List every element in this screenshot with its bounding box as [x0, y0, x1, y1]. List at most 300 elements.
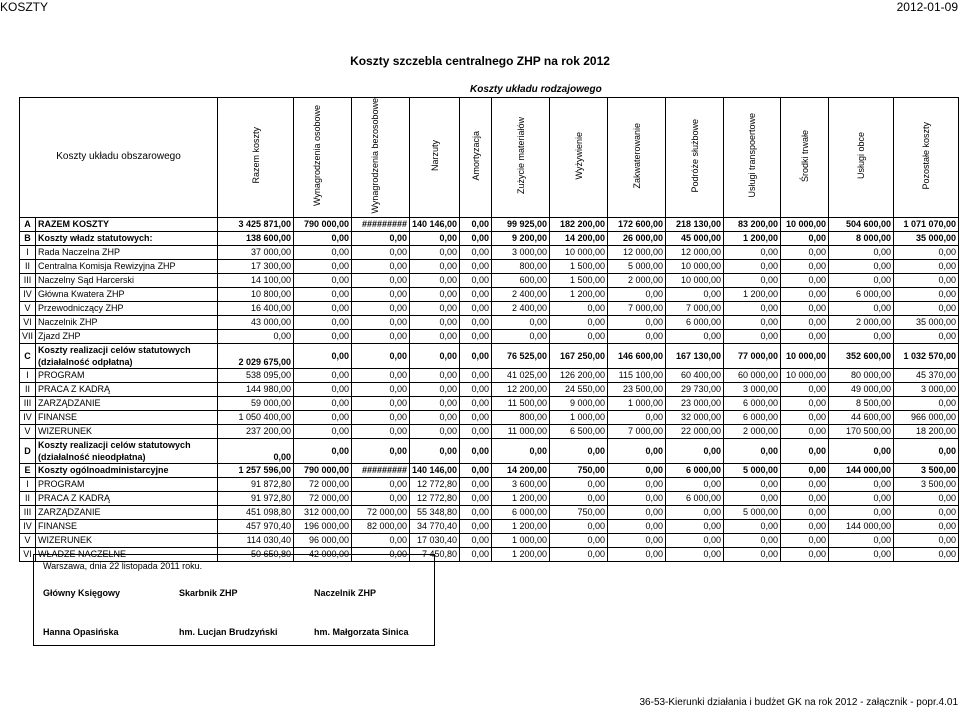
- cell-value: 352 600,00: [829, 343, 894, 368]
- row-code: III: [20, 273, 36, 287]
- row-label: PRACA Z KADRĄ: [36, 491, 218, 505]
- row-code: I: [20, 245, 36, 259]
- cell-value: 7 000,00: [666, 301, 724, 315]
- cell-value: 10 000,00: [781, 343, 829, 368]
- row-code: C: [20, 343, 36, 368]
- cell-value: 0,00: [608, 505, 666, 519]
- cell-value: 0,00: [492, 315, 550, 329]
- cell-value: 11 500,00: [492, 396, 550, 410]
- cell-value: 0,00: [894, 547, 959, 561]
- cell-value: 750,00: [550, 505, 608, 519]
- cell-value: 0,00: [724, 259, 781, 273]
- cell-value: 170 500,00: [829, 424, 894, 438]
- cell-value: 0,00: [724, 245, 781, 259]
- row-code: I: [20, 368, 36, 382]
- cell-value: 3 000,00: [724, 382, 781, 396]
- row-label: FINANSE: [36, 410, 218, 424]
- row-label: Przewodniczący ZHP: [36, 301, 218, 315]
- row-code: II: [20, 491, 36, 505]
- row-code: B: [20, 231, 36, 245]
- role-chief-scout: Naczelnik ZHP: [314, 588, 377, 598]
- cell-value: 43 000,00: [218, 315, 294, 329]
- cell-value: 0,00: [894, 396, 959, 410]
- area-costs-header: Koszty układu obszarowego: [20, 98, 218, 218]
- cell-value: 0,00: [352, 477, 410, 491]
- cell-value: 14 200,00: [492, 463, 550, 477]
- cell-value: 0,00: [294, 438, 352, 463]
- cell-value: 22 000,00: [666, 424, 724, 438]
- cell-value: 0,00: [352, 231, 410, 245]
- col-header: Podróże służbowe: [666, 98, 724, 218]
- cell-value: 0,00: [666, 533, 724, 547]
- row-label: [36, 343, 218, 368]
- table-row: [20, 410, 959, 424]
- cell-value: 0,00: [410, 231, 460, 245]
- cell-value: 0,00: [550, 519, 608, 533]
- cell-value: 0,00: [781, 519, 829, 533]
- cell-value: 0,00: [460, 217, 492, 231]
- cell-value: 0,00: [460, 231, 492, 245]
- cell-value: 0,00: [460, 329, 492, 343]
- row-code: II: [20, 259, 36, 273]
- table-row: [20, 477, 959, 491]
- cell-value: 1 000,00: [492, 533, 550, 547]
- cell-value: 0,00: [550, 491, 608, 505]
- cell-value: 140 146,00: [410, 217, 460, 231]
- col-header: Zakwaterowanie: [608, 98, 666, 218]
- sheet-name: KOSZTY: [0, 0, 49, 14]
- row-label: ZARZĄDZANIE: [36, 396, 218, 410]
- cell-value: 14 100,00: [218, 273, 294, 287]
- cell-value: 0,00: [829, 505, 894, 519]
- cell-value: 0,00: [608, 438, 666, 463]
- row-code: VI: [20, 547, 36, 561]
- cost-table: [19, 97, 959, 562]
- col-header: Pozostałe koszty: [894, 98, 959, 218]
- cell-value: 83 200,00: [724, 217, 781, 231]
- cell-value: 0,00: [829, 301, 894, 315]
- place-date: Warszawa, dnia 22 listopada 2011 roku.: [43, 561, 203, 571]
- row-label: Główna Kwatera ZHP: [36, 287, 218, 301]
- table-row: [20, 505, 959, 519]
- cell-value: 0,00: [410, 301, 460, 315]
- cell-value: 0,00: [781, 533, 829, 547]
- cell-value: 0,00: [724, 438, 781, 463]
- cell-value: 0,00: [460, 505, 492, 519]
- cell-value: 0,00: [550, 477, 608, 491]
- cell-value: 1 257 596,00: [218, 463, 294, 477]
- cell-value: 0,00: [460, 287, 492, 301]
- cell-value: 1 200,00: [492, 547, 550, 561]
- row-code: V: [20, 301, 36, 315]
- table-row: [20, 259, 959, 273]
- cell-value: 966 000,00: [894, 410, 959, 424]
- cell-value: 2 400,00: [492, 287, 550, 301]
- table-row: [20, 533, 959, 547]
- cell-value: 144 980,00: [218, 382, 294, 396]
- table-row: [20, 217, 959, 231]
- table-row: [20, 396, 959, 410]
- col-header: Usługi obce: [829, 98, 894, 218]
- cell-value: 0,00: [460, 533, 492, 547]
- cell-value: 3 600,00: [492, 477, 550, 491]
- cell-value: 0,00: [724, 477, 781, 491]
- cell-value: 0,00: [352, 273, 410, 287]
- cell-value: 0,00: [781, 301, 829, 315]
- cell-value: 0,00: [829, 547, 894, 561]
- row-label: ZARZĄDZANIE: [36, 505, 218, 519]
- cell-value: 0,00: [781, 547, 829, 561]
- cell-value: 72 000,00: [294, 477, 352, 491]
- name-chief-accountant: Hanna Opasińska: [43, 627, 119, 637]
- cell-value: 12 000,00: [608, 245, 666, 259]
- name-chief-scout: hm. Małgorzata Sinica: [314, 627, 409, 637]
- cell-value: 0,00: [781, 315, 829, 329]
- cell-value: 82 000,00: [352, 519, 410, 533]
- cell-value: 0,00: [352, 410, 410, 424]
- cell-value: 0,00: [460, 491, 492, 505]
- row-code: III: [20, 505, 36, 519]
- cell-value: 0,00: [608, 463, 666, 477]
- cell-value: 0,00: [460, 410, 492, 424]
- cell-value: 167 130,00: [666, 343, 724, 368]
- cell-value: 37 000,00: [218, 245, 294, 259]
- cell-value: 0,00: [550, 533, 608, 547]
- row-code: A: [20, 217, 36, 231]
- cell-value: 7 450,80: [410, 547, 460, 561]
- row-label: Zjazd ZHP: [36, 329, 218, 343]
- table-row: [20, 231, 959, 245]
- cell-value: 0,00: [894, 273, 959, 287]
- cell-value: 1 200,00: [724, 287, 781, 301]
- cell-value: 0,00: [410, 410, 460, 424]
- cell-value: 0,00: [460, 301, 492, 315]
- cell-value: 1 500,00: [550, 259, 608, 273]
- cell-value: 0,00: [294, 301, 352, 315]
- cell-value: 0,00: [666, 505, 724, 519]
- row-code: IV: [20, 287, 36, 301]
- cell-value: 0,00: [608, 533, 666, 547]
- cell-value: 0,00: [410, 315, 460, 329]
- cell-value: 0,00: [608, 519, 666, 533]
- cell-value: 99 925,00: [492, 217, 550, 231]
- table-row: [20, 343, 959, 368]
- cell-value: 32 000,00: [666, 410, 724, 424]
- cell-value: 196 000,00: [294, 519, 352, 533]
- row-code: VI: [20, 315, 36, 329]
- cell-value: 0,00: [410, 396, 460, 410]
- cell-value: 0,00: [608, 287, 666, 301]
- row-label-line: (działalność nieodpłatna): [38, 451, 146, 462]
- cell-value: 17 030,40: [410, 533, 460, 547]
- cell-value: 0,00: [352, 301, 410, 315]
- col-header: Usługi transpoertowe: [724, 98, 781, 218]
- row-label: WIZERUNEK: [36, 533, 218, 547]
- row-code: II: [20, 382, 36, 396]
- cell-value: 12 200,00: [492, 382, 550, 396]
- cell-value: 0,00: [724, 533, 781, 547]
- cell-value: 11 000,00: [492, 424, 550, 438]
- cell-value: 0,00: [666, 287, 724, 301]
- cell-value: 0,00: [781, 329, 829, 343]
- cell-value: 1 200,00: [550, 287, 608, 301]
- cell-value: 10 000,00: [666, 259, 724, 273]
- cell-value: 504 600,00: [829, 217, 894, 231]
- cell-value: 23 500,00: [608, 382, 666, 396]
- cell-value: 790 000,00: [294, 463, 352, 477]
- cell-value: 0,00: [894, 533, 959, 547]
- col-header: Narzuty: [410, 98, 460, 218]
- cell-value: 91 872,80: [218, 477, 294, 491]
- cell-value: 0,00: [410, 438, 460, 463]
- cell-value: 44 600,00: [829, 410, 894, 424]
- cell-value: 45 370,00: [894, 368, 959, 382]
- cell-value: 6 000,00: [666, 463, 724, 477]
- cell-value: 0,00: [294, 329, 352, 343]
- cell-value: 0,00: [781, 424, 829, 438]
- cell-value: 0,00: [781, 382, 829, 396]
- cell-value: 76 525,00: [492, 343, 550, 368]
- cell-value: 0,00: [352, 491, 410, 505]
- cell-value: 0,00: [492, 329, 550, 343]
- row-label: Centralna Komisja Rewizyjna ZHP: [36, 259, 218, 273]
- cell-value: 0,00: [608, 329, 666, 343]
- row-label: PRACA Z KADRĄ: [36, 382, 218, 396]
- cell-value: 0,00: [724, 315, 781, 329]
- cell-value: 26 000,00: [608, 231, 666, 245]
- page-title: Koszty szczebla centralnego ZHP na rok 2012: [350, 54, 610, 68]
- table-row: [20, 368, 959, 382]
- cell-value: 7 000,00: [608, 301, 666, 315]
- cell-value: 10 000,00: [781, 368, 829, 382]
- cell-value: 1 050 400,00: [218, 410, 294, 424]
- cell-value: 3 500,00: [894, 463, 959, 477]
- cell-value: 0,00: [410, 329, 460, 343]
- cell-value: 23 000,00: [666, 396, 724, 410]
- cell-value: 0,00: [352, 368, 410, 382]
- table-row: [20, 463, 959, 477]
- col-header: Amortyzacja: [460, 98, 492, 218]
- role-treasurer: Skarbnik ZHP: [179, 588, 238, 598]
- cell-value: 0,00: [460, 424, 492, 438]
- cell-value: 6 500,00: [550, 424, 608, 438]
- cell-value: 0,00: [294, 245, 352, 259]
- row-label: Naczelnik ZHP: [36, 315, 218, 329]
- row-label: Koszty władz statutowych:: [36, 231, 218, 245]
- cell-value: 312 000,00: [294, 505, 352, 519]
- cell-value: 0,00: [352, 438, 410, 463]
- cell-value: 7 000,00: [608, 424, 666, 438]
- cell-value: 72 000,00: [352, 505, 410, 519]
- cell-value: 0,00: [894, 438, 959, 463]
- cell-value: 0,00: [781, 245, 829, 259]
- cell-value: 0,00: [781, 396, 829, 410]
- cell-value: 172 600,00: [608, 217, 666, 231]
- cell-value: 0,00: [410, 245, 460, 259]
- cell-value: 0,00: [724, 301, 781, 315]
- col-header: Razem koszty: [218, 98, 294, 218]
- cell-value: 0,00: [410, 287, 460, 301]
- cell-value: 12 000,00: [666, 245, 724, 259]
- row-label-line: Koszty realizacji celów statutowych: [38, 344, 191, 355]
- row-code: IV: [20, 410, 36, 424]
- cell-value: 182 200,00: [550, 217, 608, 231]
- row-label: Naczelny Sąd Harcerski: [36, 273, 218, 287]
- cell-value: 0,00: [724, 491, 781, 505]
- cell-value: 50 650,80: [218, 547, 294, 561]
- cell-value: 0,00: [352, 547, 410, 561]
- cell-value: 0,00: [460, 396, 492, 410]
- col-header: Zużycie materiałów: [492, 98, 550, 218]
- cell-value: 1 200,00: [492, 491, 550, 505]
- cell-value: 0,00: [492, 438, 550, 463]
- cell-value: 140 146,00: [410, 463, 460, 477]
- row-label: PROGRAM: [36, 477, 218, 491]
- cell-value: 0,00: [352, 382, 410, 396]
- cell-value: 5 000,00: [724, 463, 781, 477]
- row-label: Koszty ogólnoadministarcyjne: [36, 463, 218, 477]
- cell-value: 0,00: [829, 533, 894, 547]
- cell-value: 0,00: [352, 315, 410, 329]
- cell-value: 14 200,00: [550, 231, 608, 245]
- cell-value: 0,00: [352, 396, 410, 410]
- cell-value: 10 000,00: [666, 273, 724, 287]
- cell-value: 0,00: [781, 287, 829, 301]
- cell-value: 0,00: [460, 245, 492, 259]
- cell-value: 0,00: [666, 519, 724, 533]
- cell-value: 0,00: [829, 438, 894, 463]
- cell-value: 0,00: [781, 491, 829, 505]
- row-label: RAZEM KOSZTY: [36, 217, 218, 231]
- table-row: [20, 245, 959, 259]
- cell-value: 114 030,40: [218, 533, 294, 547]
- row-label: PROGRAM: [36, 368, 218, 382]
- cell-value: 6 000,00: [724, 410, 781, 424]
- row-code: V: [20, 424, 36, 438]
- cell-value: 80 000,00: [829, 368, 894, 382]
- cell-value: 0,00: [781, 505, 829, 519]
- cell-value: 0,00: [460, 315, 492, 329]
- cell-value: 6 000,00: [724, 396, 781, 410]
- row-code: E: [20, 463, 36, 477]
- row-label: WŁADZE NACZELNE: [36, 547, 218, 561]
- table-row: [20, 329, 959, 343]
- cell-value: 538 095,00: [218, 368, 294, 382]
- cell-value: 0,00: [781, 477, 829, 491]
- cell-value: 59 000,00: [218, 396, 294, 410]
- cell-value: 41 025,00: [492, 368, 550, 382]
- cell-value: 790 000,00: [294, 217, 352, 231]
- cell-value: 0,00: [352, 424, 410, 438]
- col-header: Wynagrodzenia bezosobowe: [352, 98, 410, 218]
- cell-value: 0,00: [724, 519, 781, 533]
- cell-value: 9 000,00: [550, 396, 608, 410]
- cell-value: 0,00: [550, 329, 608, 343]
- cell-value: 0,00: [666, 547, 724, 561]
- cell-value: 0,00: [352, 287, 410, 301]
- cell-value: 0,00: [410, 343, 460, 368]
- cell-value: 2 000,00: [608, 273, 666, 287]
- cell-value: 0,00: [781, 273, 829, 287]
- cell-value: 115 100,00: [608, 368, 666, 382]
- row-code: IV: [20, 519, 36, 533]
- cell-value: 5 000,00: [724, 505, 781, 519]
- cell-value: 0,00: [608, 491, 666, 505]
- cell-value: 0,00: [460, 519, 492, 533]
- cell-value: 35 000,00: [894, 231, 959, 245]
- cell-value: 1 500,00: [550, 273, 608, 287]
- cell-value: 34 770,40: [410, 519, 460, 533]
- row-code: V: [20, 533, 36, 547]
- cell-value: 10 800,00: [218, 287, 294, 301]
- cell-value: 0,00: [894, 519, 959, 533]
- table-row: [20, 491, 959, 505]
- cell-value: 0,00: [460, 463, 492, 477]
- cell-value: 167 250,00: [550, 343, 608, 368]
- cell-value: 0,00: [294, 410, 352, 424]
- cell-value: 0,00: [894, 245, 959, 259]
- cell-value: 0,00: [724, 547, 781, 561]
- cell-value: 237 200,00: [218, 424, 294, 438]
- row-label-line: (działalność odpłatna): [38, 356, 133, 367]
- cell-value: 18 200,00: [894, 424, 959, 438]
- sheet-date: 2012-01-09: [896, 0, 958, 14]
- cell-value: 0,00: [829, 329, 894, 343]
- cell-value: 1 000,00: [608, 396, 666, 410]
- cell-value: 457 970,40: [218, 519, 294, 533]
- row-label: WIZERUNEK: [36, 424, 218, 438]
- signature-block: [33, 554, 435, 646]
- cell-value: 0,00: [829, 491, 894, 505]
- cell-value: 0,00: [550, 301, 608, 315]
- cell-value: 45 000,00: [666, 231, 724, 245]
- cell-value: 0,00: [460, 273, 492, 287]
- cell-value: 0,00: [460, 477, 492, 491]
- cell-value: 0,00: [294, 396, 352, 410]
- cell-value: 0,00: [781, 463, 829, 477]
- table-row: [20, 438, 959, 463]
- cell-value: 2 400,00: [492, 301, 550, 315]
- cell-value: 0,00: [460, 547, 492, 561]
- cell-value: 0,00: [352, 259, 410, 273]
- cell-value: 750,00: [550, 463, 608, 477]
- cell-value: 1 200,00: [492, 519, 550, 533]
- cell-value: 3 000,00: [492, 245, 550, 259]
- cell-value: 0,00: [829, 273, 894, 287]
- cell-value: 12 772,80: [410, 491, 460, 505]
- cell-value: 2 000,00: [829, 315, 894, 329]
- row-label: FINANSE: [36, 519, 218, 533]
- cell-value: 0,00: [829, 245, 894, 259]
- cell-value: 0,00: [781, 410, 829, 424]
- cell-value: 17 300,00: [218, 259, 294, 273]
- cell-value: 55 348,80: [410, 505, 460, 519]
- cell-value: 10 000,00: [550, 245, 608, 259]
- cell-value: 0,00: [294, 368, 352, 382]
- cell-value: 3 500,00: [894, 477, 959, 491]
- cell-value: 0,00: [894, 301, 959, 315]
- cell-value: 35 000,00: [894, 315, 959, 329]
- cell-value: 218 130,00: [666, 217, 724, 231]
- cell-value: 0,00: [410, 368, 460, 382]
- cell-value: 0,00: [781, 231, 829, 245]
- cell-value: 0,00: [460, 438, 492, 463]
- cell-value: 0,00: [352, 533, 410, 547]
- cell-value: 800,00: [492, 259, 550, 273]
- cell-value: #########: [352, 217, 410, 231]
- cell-value: 0,00: [666, 477, 724, 491]
- cell-value: 0,00: [460, 368, 492, 382]
